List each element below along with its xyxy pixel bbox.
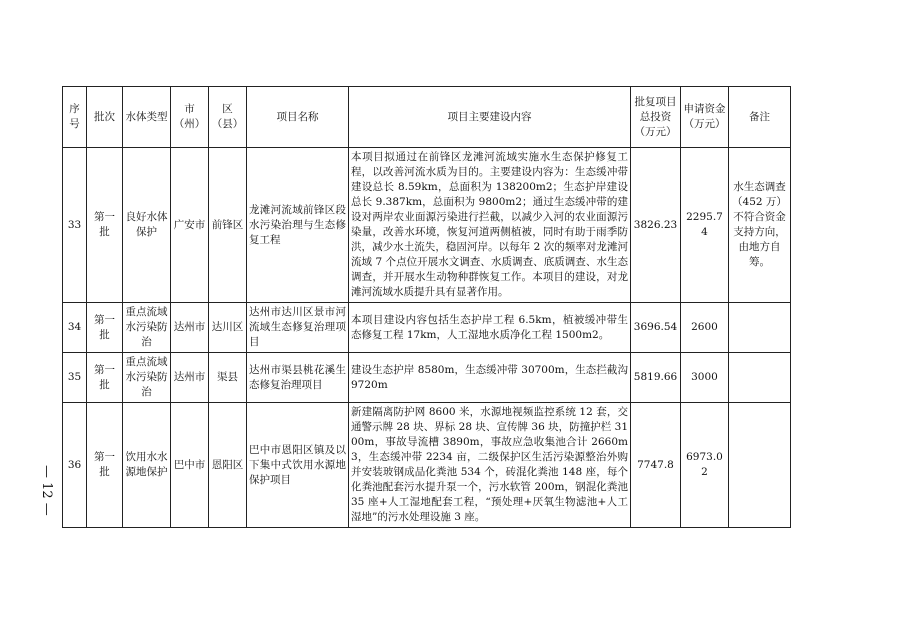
header-total-invest: 批复项目总投资（万元）	[631, 87, 681, 148]
project-table	[62, 86, 791, 528]
cell-county: 前锋区	[209, 148, 247, 303]
cell-water-type: 饮用水水源地保护	[123, 403, 171, 528]
cell-county: 达川区	[209, 303, 247, 353]
cell-content: 新建隔离防护网 8600 米，水源地视频监控系统 12 套，交通警示牌 28 块、界标 28 块、宣传牌 36 块，防撞护栏 3100m，事故导流槽 3890m，事故应急收集池合计 2660m3，生态缓冲带 2234 亩，二级保护区生活污染源整治外购并安装玻钢成品化粪池 534 个，砖混化粪池 148 座，每个化粪池配套污水提升泵一个，污水软管 200m，钢混化粪池 35 座+人工湿地配套工程，“预处理+厌氧生物滤池+人工湿地”的污水处理设施 3 座。	[349, 403, 631, 528]
cell-city: 广安市	[171, 148, 209, 303]
cell-batch: 第一批	[87, 353, 123, 403]
table-row	[63, 148, 791, 303]
cell-remark	[729, 353, 791, 403]
cell-apply-fund: 2600	[681, 303, 729, 353]
cell-project-name: 达州市渠县桃花溪生态修复治理项目	[247, 353, 349, 403]
cell-seq: 34	[63, 303, 87, 353]
cell-remark: 水生态调查（452 万）不符合资金支持方向，由地方自筹。	[729, 148, 791, 303]
header-water-type: 水体类型	[123, 87, 171, 148]
cell-project-name: 达州市达川区景市河流域生态修复治理项目	[247, 303, 349, 353]
cell-batch: 第一批	[87, 148, 123, 303]
cell-county: 渠县	[209, 353, 247, 403]
header-batch: 批次	[87, 87, 123, 148]
cell-seq: 33	[63, 148, 87, 303]
page-number: — 12 —	[39, 465, 54, 516]
table-row	[63, 353, 791, 403]
cell-apply-fund: 3000	[681, 353, 729, 403]
header-remark: 备注	[729, 87, 791, 148]
header-apply-fund: 申请资金（万元）	[681, 87, 729, 148]
cell-city: 达州市	[171, 303, 209, 353]
cell-county: 恩阳区	[209, 403, 247, 528]
cell-total-invest: 3696.54	[631, 303, 681, 353]
header-county: 区（县）	[209, 87, 247, 148]
header-seq: 序号	[63, 87, 87, 148]
cell-content: 本项目拟通过在前锋区龙滩河流域实施水生态保护修复工程，以改善河流水质为目的。主要建设内容为：生态缓冲带建设总长 8.59km，总面积为 138200m2；生态护岸建设总长 9.387km，总面积为 9800m2；通过生态缓冲带的建设对两岸农业面源污染进行拦截，以减少入河的农业面源污染量，改善水环境，恢复河道两侧植被，同时有助于雨季防洪，减少水土流失，稳固河岸。以每年 2 次的频率对龙滩河流域 7 个点位开展水文调查、水质调查、底质调查、水生态调查，并开展水生动物种群恢复工作。本项目的建设，对龙滩河流域水质提升具有显著作用。	[349, 148, 631, 303]
header-city: 市（州）	[171, 87, 209, 148]
header-content: 项目主要建设内容	[349, 87, 631, 148]
cell-batch: 第一批	[87, 403, 123, 528]
cell-seq: 36	[63, 403, 87, 528]
table-row	[63, 403, 791, 528]
cell-batch: 第一批	[87, 303, 123, 353]
cell-project-name: 巴中市恩阳区镇及以下集中式饮用水源地保护项目	[247, 403, 349, 528]
cell-water-type: 重点流域水污染防治	[123, 353, 171, 403]
cell-total-invest: 7747.8	[631, 403, 681, 528]
cell-seq: 35	[63, 353, 87, 403]
header-project-name: 项目名称	[247, 87, 349, 148]
cell-project-name: 龙滩河流域前锋区段水污染治理与生态修复工程	[247, 148, 349, 303]
cell-city: 达州市	[171, 353, 209, 403]
cell-apply-fund: 2295.74	[681, 148, 729, 303]
cell-remark	[729, 403, 791, 528]
cell-city: 巴中市	[171, 403, 209, 528]
cell-total-invest: 5819.66	[631, 353, 681, 403]
cell-content: 本项目建设内容包括生态护岸工程 6.5km，植被缓冲带生态修复工程 17km，人工湿地水质净化工程 1500m2。	[349, 303, 631, 353]
cell-water-type: 重点流域水污染防治	[123, 303, 171, 353]
cell-content: 建设生态护岸 8580m，生态缓冲带 30700m，生态拦截沟 9720m	[349, 353, 631, 403]
cell-remark	[729, 303, 791, 353]
cell-apply-fund: 6973.02	[681, 403, 729, 528]
cell-total-invest: 3826.23	[631, 148, 681, 303]
table-header-row	[63, 87, 791, 148]
table-row	[63, 303, 791, 353]
cell-water-type: 良好水体保护	[123, 148, 171, 303]
